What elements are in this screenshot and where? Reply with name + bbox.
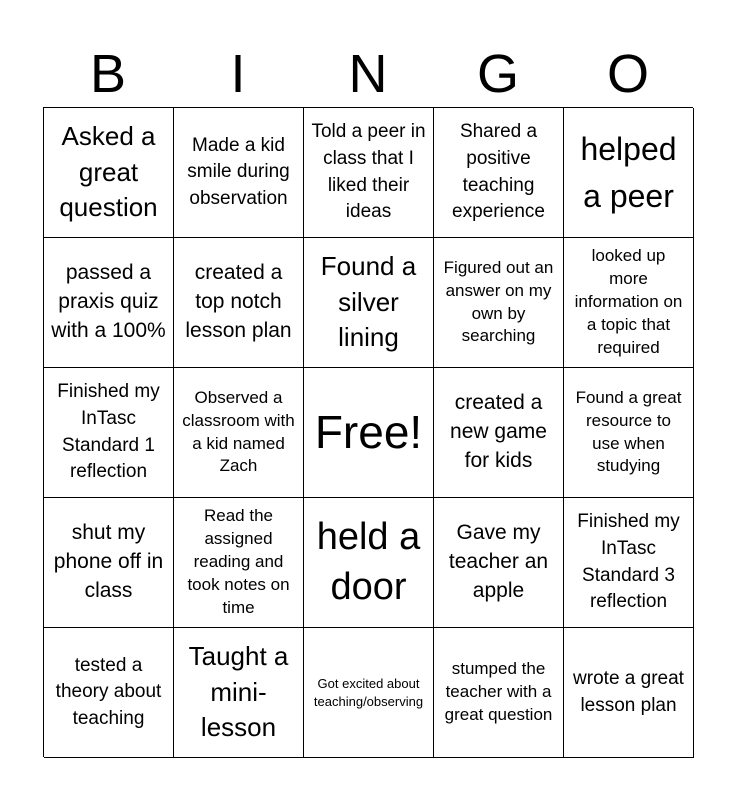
bingo-cell-text: stumped the teacher with a great question xyxy=(444,659,553,724)
header-letter-o: O xyxy=(606,44,649,104)
bingo-cell-text: held a door xyxy=(316,516,421,608)
bingo-grid xyxy=(43,107,693,757)
header-letter-b: B xyxy=(89,44,127,104)
bingo-cell[interactable] xyxy=(174,498,304,628)
bingo-cell-text: Shared a positive teaching experience xyxy=(452,121,545,223)
bingo-cell[interactable] xyxy=(174,628,304,758)
bingo-cell[interactable] xyxy=(564,108,694,238)
bingo-cell[interactable] xyxy=(304,498,434,628)
bingo-cell[interactable] xyxy=(564,368,694,498)
bingo-cell[interactable] xyxy=(44,368,174,498)
bingo-cell[interactable] xyxy=(44,628,174,758)
bingo-cell[interactable] xyxy=(44,498,174,628)
bingo-cell-text: Free! xyxy=(314,405,423,458)
bingo-cell-text: looked up more information on a topic that required xyxy=(574,246,683,357)
bingo-cell-text: tested a theory about teaching xyxy=(55,654,162,729)
bingo-cell[interactable] xyxy=(564,628,694,758)
bingo-cell[interactable] xyxy=(304,238,434,368)
bingo-cell[interactable] xyxy=(434,628,564,758)
bingo-cell[interactable] xyxy=(174,108,304,238)
bingo-cell-text: passed a praxis quiz with a 100% xyxy=(51,261,166,342)
bingo-cell[interactable] xyxy=(44,108,174,238)
bingo-cell-text: Read the assigned reading and took notes on time xyxy=(187,506,290,617)
bingo-cell[interactable] xyxy=(434,498,564,628)
bingo-cell[interactable] xyxy=(564,498,694,628)
bingo-cell[interactable] xyxy=(434,108,564,238)
bingo-header xyxy=(43,40,693,108)
bingo-cell-text: Told a peer in class that I liked their ideas xyxy=(311,121,426,223)
bingo-cell[interactable] xyxy=(434,238,564,368)
bingo-cell[interactable] xyxy=(434,368,564,498)
bingo-cell-text: created a new game for kids xyxy=(450,391,547,472)
bingo-cell[interactable] xyxy=(564,238,694,368)
bingo-cell-text: Asked a great question xyxy=(59,120,158,223)
bingo-cell-text: Got excited about teaching/observing xyxy=(313,675,424,709)
bingo-cell-text: Observed a classroom with a kid named Zach xyxy=(182,387,295,476)
bingo-cell-free[interactable] xyxy=(304,368,434,498)
bingo-cell-text: shut my phone off in class xyxy=(53,521,164,602)
header-letter-i: I xyxy=(230,44,246,104)
header-letter-g: G xyxy=(476,44,519,104)
bingo-cell-text: created a top notch lesson plan xyxy=(185,261,292,342)
bingo-cell-text: wrote a great lesson plan xyxy=(573,667,684,716)
bingo-cell-text: Figured out an answer on my own by searching xyxy=(443,257,554,346)
bingo-cell-text: helped a peer xyxy=(580,131,677,214)
bingo-cell-text: Finished my InTasc Standard 3 reflection xyxy=(577,511,680,613)
bingo-cell-text: Made a kid smile during observation xyxy=(187,134,290,209)
bingo-cell-text: Found a silver lining xyxy=(320,250,417,353)
bingo-cell-text: Finished my InTasc Standard 1 reflection xyxy=(57,381,160,483)
bingo-cell[interactable] xyxy=(174,368,304,498)
header-letter-n: N xyxy=(348,44,388,104)
bingo-cell[interactable] xyxy=(304,628,434,758)
bingo-cell[interactable] xyxy=(304,108,434,238)
bingo-cell-text: Found a great resource to use when studying xyxy=(575,387,682,476)
bingo-cell-text: Gave my teacher an apple xyxy=(448,521,549,602)
bingo-cell-text: Taught a mini-lesson xyxy=(188,640,289,743)
bingo-cell[interactable] xyxy=(174,238,304,368)
bingo-cell[interactable] xyxy=(44,238,174,368)
